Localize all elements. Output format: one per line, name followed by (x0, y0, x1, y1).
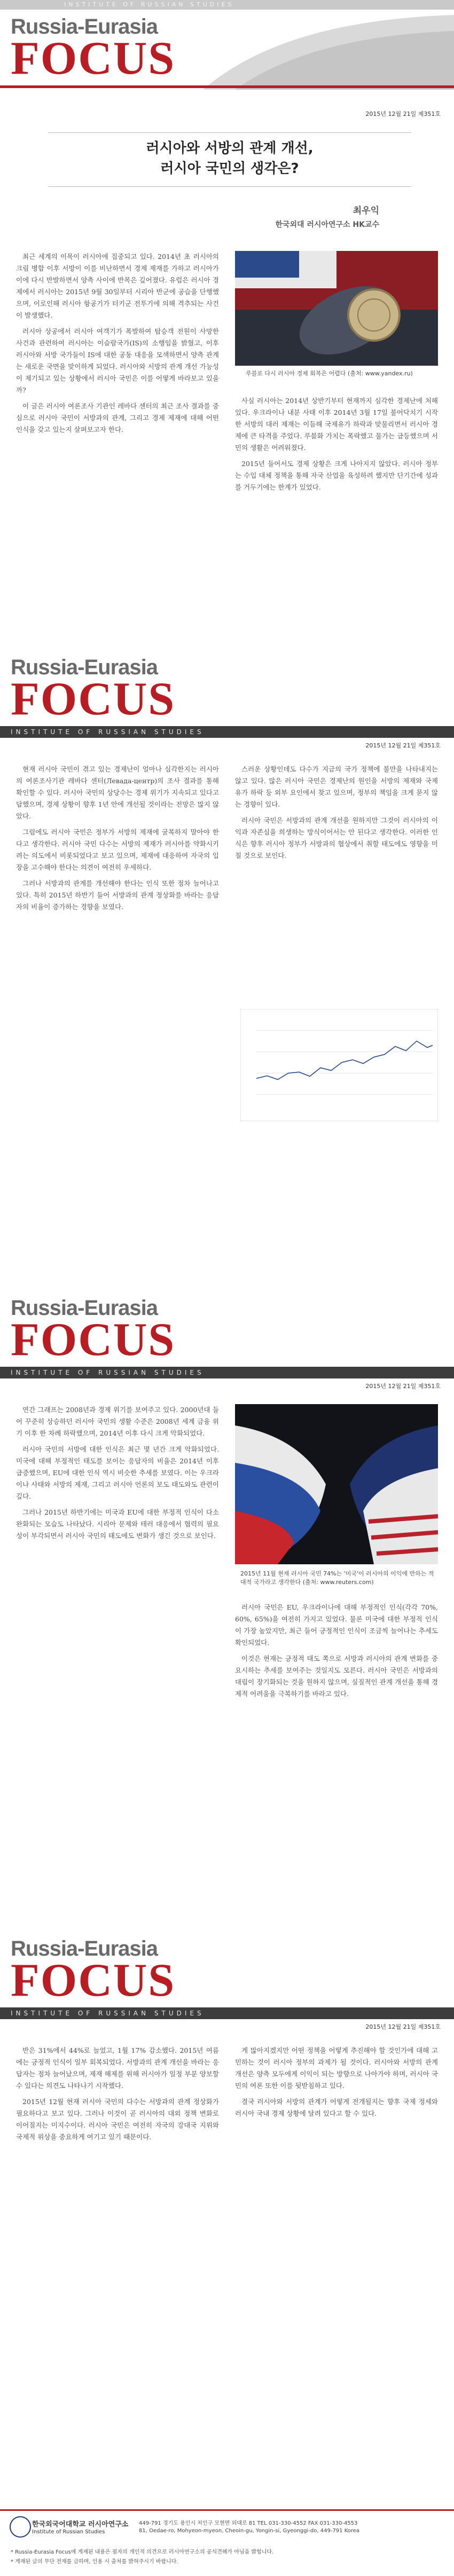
paragraph: 러시아 국민은 서방과의 관계 개선을 원하지만 그것이 러시아의 이익과 자존심을 희생하는 방식이어서는 안 된다고 생각한다. 이러한 인식은 향후 러시아 정부가 서방과의 협상에서 취할 태도에도 영향을 미칠 것으로 보인다. (235, 816, 438, 860)
paragraph: 게 많아지겠지만 어떤 정책을 어떻게 추진해야 할 것인가에 대해 고민하는 것이 러시아 정부의 과제가 될 것이다. 러시아와 서방의 관계 개선은 양측 모두에게 이익이 되는 방향으로 나아가야 하며, 러시아 국민의 여론 또한 이를 뒷받침하고 있다. (235, 2046, 438, 2090)
page-3 (0, 1281, 454, 1917)
paragraph: 반은 31%에서 44%로 늘었고, 1월 17% 감소했다. 2015년 여름에는 긍정적 인식이 일부 회복되었다. 서방과의 관계 개선을 바라는 응답자는 점차 늘어났으며, 제재 해제를 위해 러시아가 일정 부분 양보할 수 있다는 의견도 나타나기 시작했다. (16, 2046, 219, 2090)
paragraph: 그럼에도 러시아 국민은 정부가 서방의 제재에 굴복하지 말아야 한다고 생각한다. 러시아 국민 다수는 서방의 제재가 러시아를 약화시키려는 의도에서 비롯되었다고 보고 있으며, 제재에 대응하여 자국의 입장을 고수해야 한다는 의견이 여전히 우세하다. (16, 828, 219, 871)
footer-org-name: 한국외국어대학교 러시아연구소 (32, 2520, 129, 2528)
paragraph: 그러나 서방과의 관계를 개선해야 한다는 인식 또한 점차 늘어나고 있다. 특히 2015년 하반기 들어 서방과의 관계 정상화를 바라는 응답자의 비율이 증가하는 경향을 보였다. (16, 879, 219, 911)
logo-focus: FOCUS (11, 1955, 176, 2006)
issue-date: 2015년 12월 21일 제351호 (365, 1383, 441, 1390)
banner-strip-text: INSTITUTE OF RUSSIAN STUDIES (64, 1, 234, 8)
banner-bar (0, 726, 454, 738)
p4-right-column (235, 2045, 438, 2258)
footer-disclaimer: * Russia-Eurasia Focus에 게재된 내용은 필자의 개인적 의견으로 러시아연구소의 공식견해가 아님을 밝힙니다. (11, 2549, 274, 2555)
banner-strip (0, 0, 454, 10)
line-chart-figure (240, 1009, 438, 1121)
paragraph: 연간 그래프는 2008년과 경제 위기를 보여주고 있다. 2000년대 들어 꾸준히 상승하던 러시아 국민의 생활 수준은 2008년 세계 금융 위기 이후 한 차례 하락했으며, 2014년 이후 다시 크게 악화되었다. (16, 1406, 219, 1437)
paragraph: 최근 세계의 이목이 러시아에 집중되고 있다. 2014년 초 러시아의 크림 병합 이후 서방이 이를 비난하면서 경제 제재를 가하고 러시아가 이에 다시 반발하면서 양측 사이에 반목은 깊어졌다. 유럽은 러시아 경제에서 러시아는 2015년 9월 30일부터 시리아 반군에 공습을 단행했으며, 이로인해 러시아 항공기가 터키군 전투기에 의해 격추되는 사건이 발생했다. (16, 253, 219, 319)
banner-bar-text: INSTITUTE OF RUSSIAN STUDIES (11, 2010, 205, 2017)
p2-left-column (16, 763, 219, 1265)
logo-russia-eurasia: Russia-Eurasia (11, 15, 158, 38)
page-1 (0, 0, 454, 635)
paragraph: 2015년 들어서도 경제 상황은 크게 나아지지 않았다. 러시아 정부는 수입 대체 정책을 통해 자국 산업을 육성하려 했지만 단기간에 성과를 거두기에는 한계가 있었다. (235, 460, 438, 491)
footer-copyright-note: * 게재된 글의 무단 전재를 금하며, 인용 시 출처를 밝혀주시기 바랍니다. (11, 2559, 178, 2565)
paragraph: 이것은 현재는 긍정적 태도 쪽으로 서방과 러시아의 관계 변화를 중요시하는 추세를 보여주는 것일지도 모른다. 러시아 국민은 서방과의 대립이 장기화되는 것을 원하지 않으며, 실질적인 관계 개선을 통해 경제적 어려움을 극복하기를 바라고 있다. (235, 1655, 438, 1698)
logo-focus: FOCUS (11, 1314, 176, 1366)
article-title (48, 132, 411, 187)
photo-caption: 2015년 11월 현재 러시아 국민 74%는 '미국'이 러시아의 이익에 반하는 적대적 국가라고 생각한다 (출처: www.reuters.com) (240, 1570, 434, 1586)
logo-russia-eurasia: Russia-Eurasia (11, 1296, 158, 1320)
page-2 (0, 641, 454, 1276)
page-banner (0, 641, 454, 734)
paragraph: 사실 러시아는 2014년 상반기부터 현재까지 심각한 경제난에 처해 있다. 우크라이나 내분 사태 이후 2014년 3월 17일 불어닥치기 시작한 서방의 대러 제재는 이듬해 국제유가 하락과 맞물리면서 러시아 경제에 큰 타격을 주었다. 루블화 가치는 폭락했고 물가는 급등했으며 서민의 생활은 어려워졌다. (235, 397, 438, 452)
title-line-2: 러시아 국민의 생각은? (160, 161, 299, 177)
photo-ruble-coin (235, 251, 438, 366)
paragraph: 결국 러시아와 서방의 관계가 어떻게 전개될지는 향후 국제 정세와 러시아 국내 경제 상황에 달려 있다고 할 수 있다. (235, 2098, 438, 2117)
p1-left-column (16, 251, 219, 625)
footer-org-name-en: Institute of Russian Studies (32, 2529, 105, 2535)
paragraph: 스러운 상황인데도 다수가 지금의 국가 정책에 불만을 나타내지는 않고 있다. 많은 러시아 국민은 경제난의 원인을 서방의 제재와 국제 유가 하락 등 외부 요인에서 찾고 있으며, 정부의 책임을 크게 묻지 않는 경향이 있다. (235, 765, 438, 808)
banner-bar (0, 2007, 454, 2019)
paragraph: 러시아 상공에서 러시아 여객기가 폭발하여 탑승객 전원이 사망한 사건과 관련하여 러시아는 이슬람국가(IS)의 소행임을 밝혔고, 이후 러시아와 서방 국가들이 IS에 대한 공동 대응을 모색하면서 양측 관계는 새로운 국면을 맞이하게 되었다. 러시아와 서방의 관계 개선 가능성이 제기되고 있는 상황에서 러시아 국민은 이를 어떻게 바라보고 있을까? (16, 327, 219, 394)
photo-illustration (235, 1404, 438, 1564)
photo-flag-faces (235, 1404, 438, 1564)
issue-date: 2015년 12월 21일 제351호 (365, 2023, 441, 2030)
photo-illustration (235, 251, 438, 366)
page-footer (0, 2509, 454, 2576)
page-4 (0, 1922, 454, 2509)
page-banner (0, 1922, 454, 2015)
banner-rule (0, 85, 454, 88)
paragraph: 러시아 국민의 서방에 대한 인식은 최근 몇 년간 크게 악화되었다. 미국에 대해 부정적인 태도를 보이는 응답자의 비율은 2014년 이후 급증했으며, EU에 대한 인식 역시 비슷한 추세를 보였다. 이는 우크라이나 사태와 서방의 제재, 그리고 러시아 언론의 보도 태도와도 관련이 깊다. (16, 1445, 219, 1500)
page-banner (0, 0, 454, 93)
paragraph: 현재 러시아 국민이 겪고 있는 경제난이 얼마나 심각한지는 러시아의 여론조사기관 레바다 센터(Левада-центр)의 조사 결과를 통해 확인할 수 있다. 러시아 국민의 상당수는 경제 위기가 지속되고 있다고 답했으며, 경제 상황이 향후 1년 안에 개선될 것이라는 전망은 많지 않았다. (16, 765, 219, 820)
author-block (275, 204, 379, 232)
banner-wave-graphic (203, 10, 454, 90)
logo-focus: FOCUS (11, 33, 176, 84)
p2-right-column (235, 763, 438, 998)
banner-bar (0, 1367, 454, 1378)
paragraph: 러시아 국민은 EU, 우크라이나에 대해 부정적인 인식(각각 70%, 60%, 65%)을 여전히 가지고 있었다. 물론 미국에 대한 부정적 인식이 가장 높았지만, 최근 들어 긍정적인 인식이 조금씩 늘어나는 추세도 확인되었다. (235, 1603, 438, 1647)
issue-date: 2015년 12월 21일 제351호 (365, 742, 441, 749)
logo-focus: FOCUS (11, 673, 176, 725)
paragraph: 이 글은 러시아 여론조사 기관인 레바다 센터의 최근 조사 결과를 중심으로 러시아 국민이 서방과의 관계, 그리고 경제 제재에 대해 어떤 인식을 갖고 있는지 살펴보고자 한다. (16, 402, 219, 434)
p1-right-column (235, 395, 438, 625)
author-name: 최우익 (353, 206, 379, 216)
paragraph: 2015년 12월 현재 러시아 국민의 다수는 서방과의 관계 정상화가 필요하다고 보고 있다. 그러나 이것이 곧 러시아의 대외 정책 변화로 이어질지는 미지수이다. 러시아 국민은 여전히 자국의 강대국 지위와 국제적 위상을 중요하게 여기고 있기 때문이다. (16, 2098, 219, 2141)
p3-right-column (235, 1602, 438, 1906)
author-affiliation: 한국외대 러시아연구소 HK교수 (275, 220, 379, 229)
banner-bar-text: INSTITUTE OF RUSSIAN STUDIES (11, 728, 205, 736)
institute-emblem-icon (10, 2516, 31, 2538)
photo-caption: 루블로 다시 러시아 경제 회복은 어렵다 (출처: www.yandex.ru) (246, 370, 413, 377)
logo-russia-eurasia: Russia-Eurasia (11, 1937, 158, 1960)
footer-address-en: 81, Oedae-ro, Mohyeon-myeon, Cheoin-gu, Yongin-si, Gyeonggi-do, 449-791 Korea (139, 2528, 360, 2534)
issue-date: 2015년 12월 21일 제351호 (365, 111, 441, 117)
p4-left-column (16, 2045, 219, 2499)
footer-address-kr: 449-791 경기도 용인시 처인구 모현면 외대로 81 TEL 031-330-4552 FAX 031-330-4553 (139, 2520, 358, 2526)
paragraph: 그러나 2015년 하반기에는 미국과 EU에 대한 부정적 인식이 다소 완화되는 모습도 나타났다. 시리아 문제와 테러 대응에서 협력의 필요성이 부각되면서 러시아 국민의 태도에도 변화가 생긴 것으로 보인다. (16, 1508, 219, 1540)
banner-bar-text: INSTITUTE OF RUSSIAN STUDIES (11, 1369, 205, 1376)
logo-russia-eurasia: Russia-Eurasia (11, 656, 158, 679)
title-line-1: 러시아와 서방의 관계 개선, (146, 140, 314, 156)
p3-left-column (16, 1404, 219, 1906)
page-banner (0, 1281, 454, 1375)
